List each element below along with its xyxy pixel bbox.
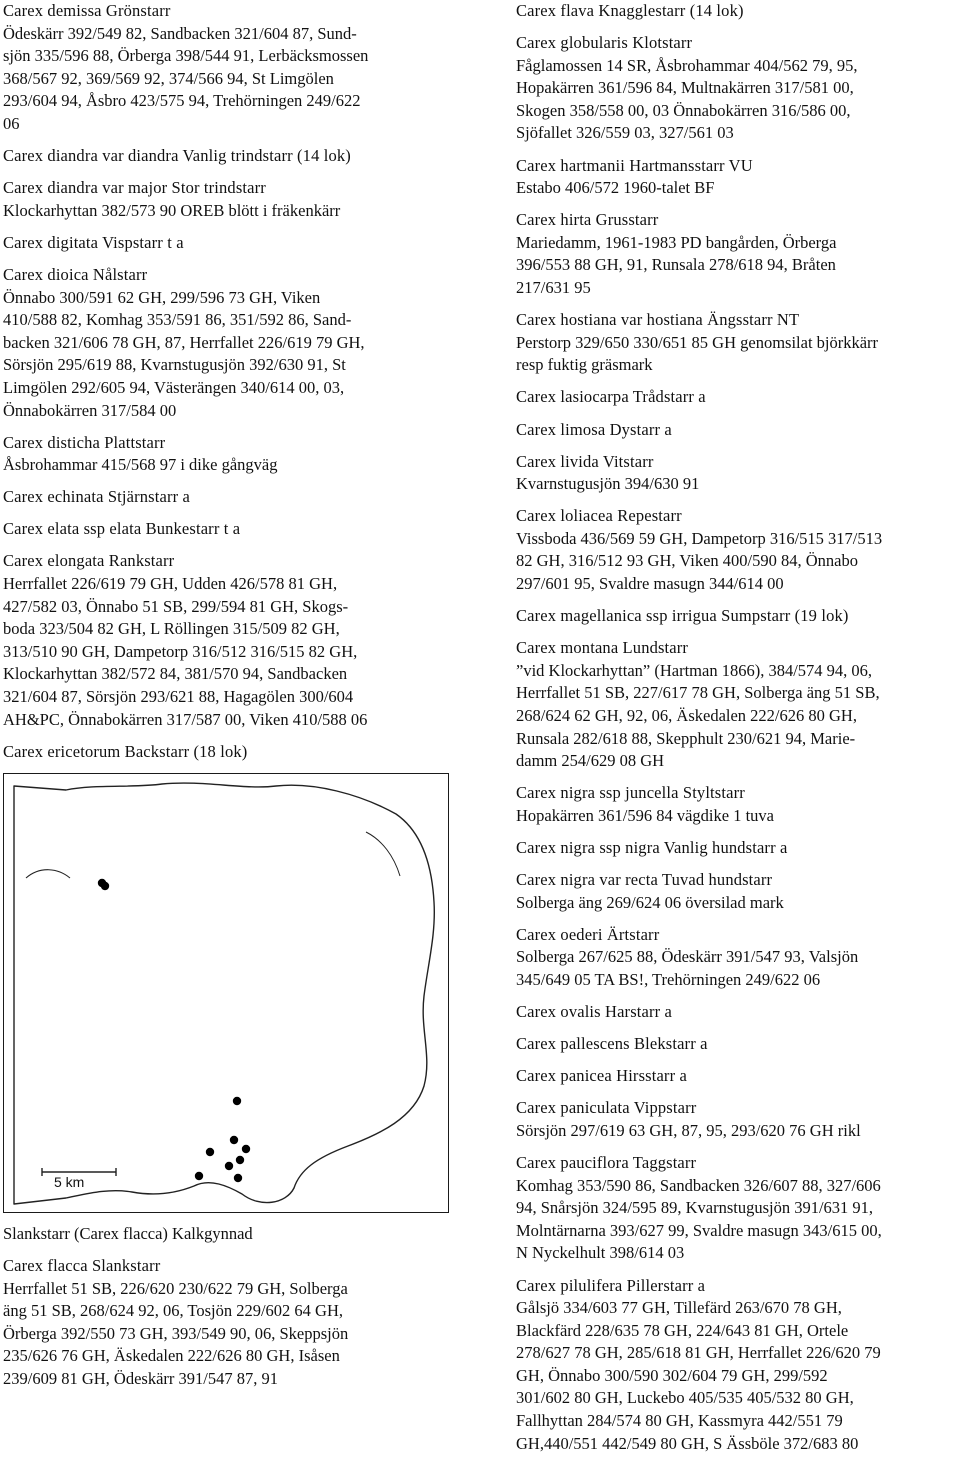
- species-list-left-after-map: [3, 1255, 495, 1391]
- species-title: Carex hartmanii Hartmansstarr VU: [516, 155, 753, 175]
- locality-line: Sörsjön 297/619 63 GH, 87, 95, 293/620 76 GH rikl: [516, 1120, 861, 1140]
- locality-line: Solberga äng 269/624 06 översilad mark: [516, 892, 784, 912]
- species-title: Carex diandra var diandra Vanlig trindstarr (14 lok): [3, 146, 351, 166]
- species-title: Carex pauciflora Taggstarr: [516, 1153, 697, 1173]
- species-entry: [3, 0, 495, 136]
- species-title: Carex montana Lundstarr: [516, 638, 689, 658]
- species-title: Carex hostiana var hostiana Ängsstarr NT: [516, 310, 800, 330]
- species-title: Carex lasiocarpa Trådstarr a: [516, 387, 706, 407]
- locality-line: Önnabokärren 317/584 00: [3, 400, 177, 420]
- species-title: Carex disticha Plattstarr: [3, 432, 166, 452]
- map-outline: [4, 774, 448, 1212]
- species-entry: [516, 1275, 960, 1456]
- left-column: [3, 0, 495, 1400]
- species-title: Carex elongata Rankstarr: [3, 551, 175, 571]
- locality-line: Vissboda 436/569 59 GH, Dampetorp 316/515 317/513: [516, 528, 883, 548]
- species-title: Carex panicea Hirsstarr a: [516, 1066, 687, 1086]
- species-entry: [516, 32, 960, 145]
- species-title: Carex globularis Klotstarr: [516, 33, 693, 53]
- locality-line: 278/627 78 GH, 285/618 81 GH, Herrfallet 226/620 79: [516, 1343, 881, 1363]
- map-scale-label: 5 km: [54, 1173, 85, 1190]
- species-entry: [516, 869, 960, 914]
- locality-line: 82 GH, 316/512 93 GH, Viken 400/590 84, Önnabo: [516, 551, 858, 571]
- species-entry: [3, 518, 495, 541]
- locality-line: Ödeskärr 392/549 82, Sandbacken 321/604 87, Sund-: [3, 23, 357, 43]
- species-entry: [3, 486, 495, 509]
- locality-line: Mariedamm, 1961-1983 PD bangården, Örberga: [516, 232, 837, 252]
- locality-line: 396/553 88 GH, 91, Runsala 278/618 94, Bråten: [516, 255, 836, 275]
- species-entry: [516, 782, 960, 827]
- right-column: [516, 0, 960, 1465]
- species-entry: [516, 637, 960, 773]
- locality-line: GH,440/551 442/549 80 GH, S Ässböle 372/683 80: [516, 1433, 859, 1453]
- locality-line: Solberga 267/625 88, Ödeskärr 391/547 93, Valsjön: [516, 947, 859, 967]
- locality-line: Herrfallet 51 SB, 226/620 230/622 79 GH, Solberga: [3, 1278, 348, 1298]
- map-dot: [225, 1162, 233, 1170]
- map-caption-block: [3, 1223, 495, 1246]
- species-title: Carex nigra ssp juncella Styltstarr: [516, 783, 745, 803]
- locality-line: Hopakärren 361/596 84, Multnakärren 317/581 00,: [516, 78, 854, 98]
- locality-line: Önnabo 300/591 62 GH, 299/596 73 GH, Viken: [3, 287, 321, 307]
- locality-line: damm 254/629 08 GH: [516, 751, 665, 771]
- species-title: Carex ericetorum Backstarr (18 lok): [3, 741, 248, 761]
- species-title: Carex flacca Slankstarr: [3, 1255, 161, 1275]
- locality-line: 06: [3, 113, 20, 133]
- species-entry: [516, 419, 960, 442]
- locality-line: Herrfallet 51 SB, 227/617 78 GH, Solberga äng 51 SB,: [516, 683, 880, 703]
- species-entry: [3, 145, 495, 168]
- locality-line: ”vid Klockarhyttan” (Hartman 1866), 384/574 94, 06,: [516, 660, 873, 680]
- locality-line: Perstorp 329/650 330/651 85 GH genomsilat björkkärr: [516, 332, 879, 352]
- species-entry: [516, 837, 960, 860]
- species-entry: [516, 1065, 960, 1088]
- locality-line: Limgölen 292/605 94, Västerängen 340/614 00, 03,: [3, 377, 345, 397]
- locality-line: Runsala 282/618 88, Skepphult 230/621 94, Marie-: [516, 728, 856, 748]
- locality-line: Klockarhyttan 382/572 84, 381/570 94, Sandbacken: [3, 664, 348, 684]
- species-title: Carex echinata Stjärnstarr a: [3, 487, 190, 507]
- species-entry: [516, 1033, 960, 1056]
- species-title: Carex pallescens Blekstarr a: [516, 1034, 708, 1054]
- map-caption: Slankstarr (Carex flacca) Kalkgynnad: [3, 1223, 253, 1243]
- locality-line: 345/649 05 TA BS!, Trehörningen 249/622 06: [516, 969, 821, 989]
- species-title: Carex demissa Grönstarr: [3, 1, 171, 20]
- locality-line: 321/604 87, Sörsjön 293/621 88, Hagagölen 300/604: [3, 687, 354, 707]
- map-dot: [242, 1145, 250, 1153]
- species-entry: [3, 1255, 495, 1391]
- species-title: Carex oederi Ärtstarr: [516, 924, 660, 944]
- species-entry: [3, 177, 495, 222]
- species-entry: [516, 0, 960, 23]
- species-entry: [516, 155, 960, 200]
- species-title: Carex paniculata Vippstarr: [516, 1098, 697, 1118]
- species-title: Carex nigra var recta Tuvad hundstarr: [516, 870, 773, 890]
- species-title: Carex pilulifera Pillerstarr a: [516, 1275, 706, 1295]
- species-title: Carex livida Vitstarr: [516, 451, 654, 471]
- species-title: Carex ovalis Harstarr a: [516, 1002, 673, 1022]
- map-dot: [230, 1136, 238, 1144]
- locality-line: Estabo 406/572 1960-talet BF: [516, 178, 715, 198]
- locality-line: Sjöfallet 326/559 03, 327/561 03: [516, 123, 734, 143]
- species-entry: [516, 605, 960, 628]
- locality-line: Molntärnarna 393/627 99, Svaldre masugn 343/615 00,: [516, 1220, 882, 1240]
- species-entry: [516, 505, 960, 595]
- species-list-left: [3, 0, 495, 763]
- locality-line: 239/609 81 GH, Ödeskärr 391/547 87, 91: [3, 1368, 278, 1388]
- species-title: Carex dioica Nålstarr: [3, 264, 148, 284]
- locality-line: Åsbrohammar 415/568 97 i dike gångväg: [3, 455, 278, 475]
- species-entry: [516, 209, 960, 299]
- locality-line: Gålsjö 334/603 77 GH, Tillefärd 263/670 78 GH,: [516, 1298, 842, 1318]
- species-list-right: [516, 0, 960, 1455]
- locality-line: Örberga 392/550 73 GH, 393/549 90, 06, Skeppsjön: [3, 1323, 349, 1343]
- map-dot: [236, 1156, 244, 1164]
- locality-line: Herrfallet 226/619 79 GH, Udden 426/578 81 GH,: [3, 574, 338, 594]
- locality-line: Klockarhyttan 382/573 90 OREB blött i fräkenkärr: [3, 200, 341, 220]
- locality-line: boda 323/504 82 GH, L Röllingen 315/509 82 GH,: [3, 619, 340, 639]
- map-dot: [234, 1174, 242, 1182]
- locality-line: 293/604 94, Åsbro 423/575 94, Trehörningen 249/622: [3, 91, 361, 111]
- locality-line: 94, Snårsjön 324/595 89, Kvarnstugusjön 391/631 91,: [516, 1198, 874, 1218]
- locality-line: N Nyckelhult 398/614 03: [516, 1243, 685, 1263]
- locality-line: backen 321/606 78 GH, 87, Herrfallet 226/619 79 GH,: [3, 332, 365, 352]
- species-title: Carex diandra var major Stor trindstarr: [3, 178, 266, 198]
- species-entry: [3, 741, 495, 764]
- species-title: Carex nigra ssp nigra Vanlig hundstarr a: [516, 838, 788, 857]
- locality-line: 301/602 80 GH, Luckebo 405/535 405/532 80 GH,: [516, 1388, 854, 1408]
- locality-line: AH&PC, Önnabokärren 317/587 00, Viken 410/588 06: [3, 709, 368, 729]
- species-entry: [3, 232, 495, 255]
- locality-line: Blackfärd 228/635 78 GH, 224/643 81 GH, Ortele: [516, 1320, 849, 1340]
- locality-line: 313/510 90 GH, Dampetorp 316/512 316/515 82 GH,: [3, 641, 358, 661]
- species-entry: [3, 432, 495, 477]
- species-entry: [516, 924, 960, 992]
- locality-line: 268/624 62 GH, 92, 06, Äskedalen 222/626 80 GH,: [516, 706, 857, 726]
- map-dot: [233, 1097, 241, 1105]
- locality-line: resp fuktig gräsmark: [516, 355, 653, 375]
- locality-line: Fallhyttan 284/574 80 GH, Kassmyra 442/551 79: [516, 1411, 843, 1431]
- species-entry: [516, 1097, 960, 1142]
- locality-line: Sörsjön 295/619 88, Kvarnstugusjön 392/630 91, St: [3, 355, 346, 375]
- locality-line: 297/601 95, Svaldre masugn 344/614 00: [516, 574, 784, 594]
- locality-line: GH, Önnabo 300/590 302/604 79 GH, 299/592: [516, 1365, 828, 1385]
- locality-line: Kvarnstugusjön 394/630 91: [516, 474, 700, 494]
- species-title: Carex limosa Dystarr a: [516, 419, 672, 439]
- species-title: Carex loliacea Repestarr: [516, 506, 682, 526]
- species-title: Carex magellanica ssp irrigua Sumpstarr (19 lok): [516, 606, 849, 626]
- distribution-map: [3, 773, 449, 1213]
- species-title: Carex digitata Vispstarr t a: [3, 232, 184, 252]
- map-dot: [101, 882, 109, 890]
- locality-line: Skogen 358/558 00, 03 Önnabokärren 316/586 00,: [516, 100, 851, 120]
- locality-line: 427/582 03, Önnabo 51 SB, 299/594 81 GH, Skogs-: [3, 596, 349, 616]
- locality-line: 368/567 92, 369/569 92, 374/566 94, St Limgölen: [3, 68, 334, 88]
- locality-line: 217/631 95: [516, 278, 591, 298]
- species-title: Carex hirta Grusstarr: [516, 210, 659, 230]
- species-entry: [516, 1152, 960, 1265]
- locality-line: Komhag 353/590 86, Sandbacken 326/607 88, 327/606: [516, 1175, 881, 1195]
- species-entry: [516, 451, 960, 496]
- locality-line: 235/626 76 GH, Äskedalen 222/626 80 GH, Isåsen: [3, 1346, 340, 1366]
- species-entry: [516, 386, 960, 409]
- locality-line: Fåglamossen 14 SR, Åsbrohammar 404/562 79, 95,: [516, 55, 858, 75]
- locality-line: äng 51 SB, 268/624 92, 06, Tosjön 229/602 64 GH,: [3, 1301, 344, 1321]
- species-entry: [516, 1001, 960, 1024]
- locality-line: sjön 335/596 88, Örberga 398/544 91, Lerbäcksmossen: [3, 46, 369, 66]
- locality-line: 410/588 82, Komhag 353/591 86, 351/592 86, Sand-: [3, 310, 352, 330]
- map-dot: [195, 1172, 203, 1180]
- locality-line: Hopakärren 361/596 84 vägdike 1 tuva: [516, 805, 774, 825]
- species-title: Carex flava Knagglestarr (14 lok): [516, 1, 744, 20]
- species-entry: [3, 550, 495, 731]
- species-entry: [516, 309, 960, 377]
- species-title: Carex elata ssp elata Bunkestarr t a: [3, 519, 241, 539]
- species-entry: [3, 264, 495, 422]
- map-dot: [206, 1148, 214, 1156]
